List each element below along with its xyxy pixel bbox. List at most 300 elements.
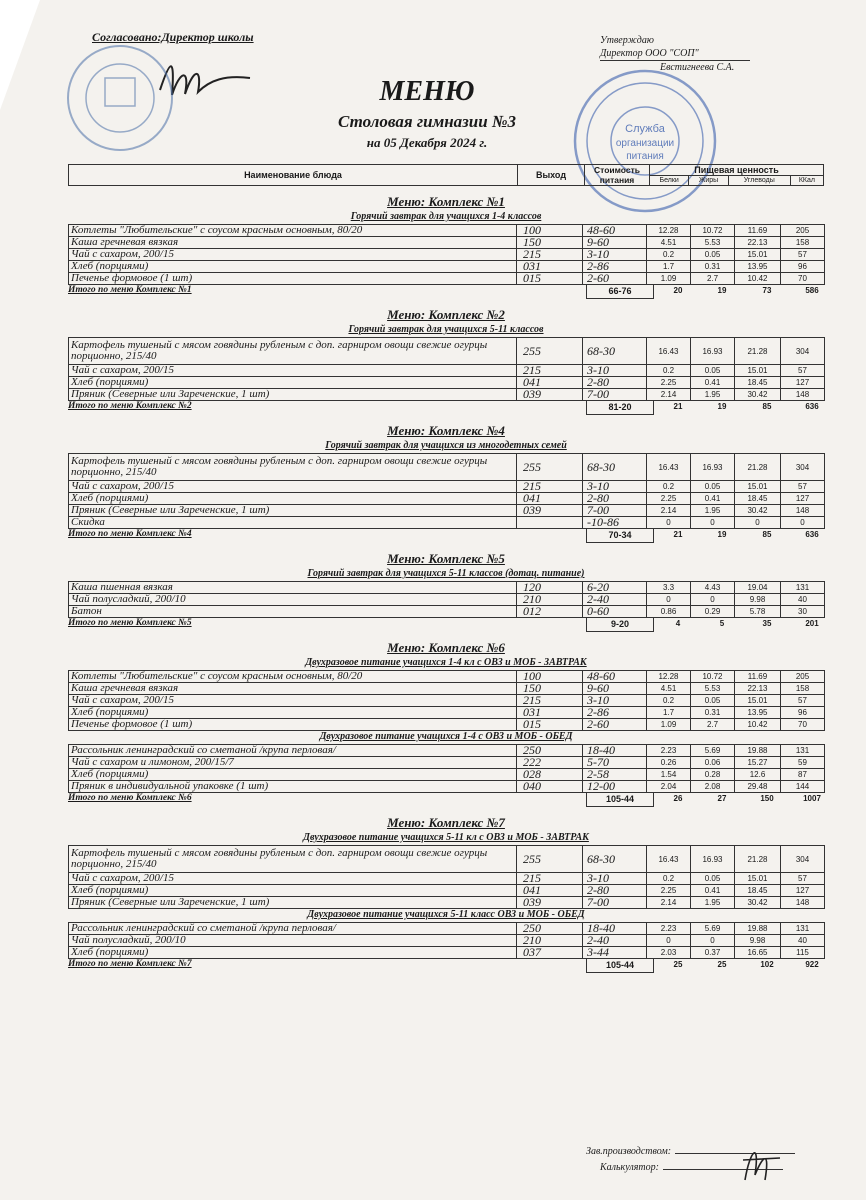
dish-price: 12-00 (583, 781, 647, 793)
items-table (68, 581, 825, 618)
dish-protein: 2.04 (647, 781, 691, 793)
dish-carbs: 19.88 (735, 923, 781, 935)
section-title: Горячий завтрак для учащихся из многодетных семей (325, 440, 567, 451)
dish-kcal: 148 (781, 389, 825, 401)
total-protein: 25 (673, 960, 683, 969)
dish-carbs: 15.01 (735, 481, 781, 493)
dish-price: 48-60 (583, 671, 647, 683)
dish-kcal: 70 (781, 719, 825, 731)
dish-fat: 0.05 (691, 873, 735, 885)
dish-carbs: 9.98 (735, 935, 781, 947)
dish-output: 012 (517, 606, 583, 618)
dish-name: Картофель тушеный с мясом говядины рубленым с доп. гарниром овощи свежие огурцы порционно, 215/40 (69, 454, 517, 481)
items-table (68, 922, 825, 959)
dish-carbs: 22.13 (735, 683, 781, 695)
dish-carbs: 21.28 (735, 338, 781, 365)
dish-carbs: 12.6 (735, 769, 781, 781)
dish-fat: 0.37 (691, 947, 735, 959)
dish-output: 041 (517, 493, 583, 505)
dish-price: -10-86 (583, 517, 647, 529)
table-row (69, 249, 825, 261)
dish-carbs: 15.01 (735, 365, 781, 377)
dish-protein: 2.14 (647, 505, 691, 517)
dish-fat: 0.31 (691, 261, 735, 273)
items-table (68, 337, 825, 401)
total-carbs: 150 (760, 794, 774, 803)
menu-table (68, 164, 824, 973)
dish-output: 210 (517, 594, 583, 606)
dish-name: Картофель тушеный с мясом говядины рубленым с доп. гарниром овощи свежие огурцы порционно, 215/40 (69, 338, 517, 365)
table-row (69, 695, 825, 707)
dish-output: 120 (517, 582, 583, 594)
complex-title: Меню: Комплекс №1 (387, 194, 505, 209)
complex-block (68, 307, 824, 415)
approve-director: Директор ООО "СОП" (600, 47, 750, 61)
dish-price: 9-60 (583, 237, 647, 249)
dish-fat: 0.29 (691, 606, 735, 618)
dish-fat: 0.28 (691, 769, 735, 781)
dish-price: 68-30 (583, 454, 647, 481)
dish-fat: 0.05 (691, 695, 735, 707)
dish-protein: 1.7 (647, 707, 691, 719)
total-protein: 20 (673, 286, 683, 295)
total-carbs: 85 (762, 402, 772, 411)
dish-kcal: 131 (781, 582, 825, 594)
dish-carbs: 13.95 (735, 261, 781, 273)
dish-output: 028 (517, 769, 583, 781)
items-table (68, 845, 825, 909)
complex-title: Меню: Комплекс №2 (387, 307, 505, 322)
dish-name: Картофель тушеный с мясом говядины рубленым с доп. гарниром овощи свежие огурцы порционно, 215/40 (69, 846, 517, 873)
total-fat: 27 (717, 794, 727, 803)
dish-carbs: 0 (735, 517, 781, 529)
items-table (68, 224, 825, 285)
dish-output: 255 (517, 846, 583, 873)
complex-title: Меню: Комплекс №4 (387, 423, 505, 438)
dish-protein: 2.25 (647, 377, 691, 389)
dish-price: 2-60 (583, 719, 647, 731)
dish-fat: 0.41 (691, 377, 735, 389)
table-row (69, 683, 825, 695)
dish-price: 7-00 (583, 505, 647, 517)
dish-kcal: 144 (781, 781, 825, 793)
table-row (69, 897, 825, 909)
dish-output: 031 (517, 261, 583, 273)
total-fat: 19 (717, 286, 727, 295)
total-carbs: 85 (762, 530, 772, 539)
table-row (69, 707, 825, 719)
total-fat: 19 (717, 402, 727, 411)
dish-output: 215 (517, 365, 583, 377)
dish-kcal: 304 (781, 454, 825, 481)
dish-fat: 10.72 (691, 225, 735, 237)
section-title: Двухразовое питание учащихся 1-4 с ОВЗ и МОБ - ОБЕД (319, 731, 573, 742)
dish-price: 48-60 (583, 225, 647, 237)
dish-carbs: 15.01 (735, 695, 781, 707)
dish-name: Чай с сахаром, 200/15 (69, 695, 517, 707)
dish-output: 215 (517, 695, 583, 707)
dish-fat: 0.06 (691, 757, 735, 769)
dish-output: 215 (517, 873, 583, 885)
section-title: Двухразовое питание учащихся 5-11 класс ОВЗ и МОБ - ОБЕД (307, 909, 585, 920)
col-name: Наименование блюда (69, 165, 518, 186)
total-kcal: 636 (805, 402, 819, 411)
total-price: 81-20 (586, 400, 654, 415)
dish-protein: 4.51 (647, 683, 691, 695)
dish-price: 2-40 (583, 935, 647, 947)
dish-protein: 0 (647, 517, 691, 529)
dish-carbs: 30.42 (735, 505, 781, 517)
total-protein: 21 (673, 402, 683, 411)
dish-fat: 1.95 (691, 505, 735, 517)
complex-title: Меню: Комплекс №6 (387, 640, 505, 655)
dish-protein: 0.2 (647, 695, 691, 707)
dish-fat: 16.93 (691, 846, 735, 873)
table-row (69, 719, 825, 731)
dish-price: 68-30 (583, 846, 647, 873)
dish-carbs: 10.42 (735, 273, 781, 285)
dish-carbs: 19.04 (735, 582, 781, 594)
dish-carbs: 5.78 (735, 606, 781, 618)
table-row (69, 454, 825, 481)
dish-kcal: 87 (781, 769, 825, 781)
total-label: Итого по меню Комплекс №5 (68, 618, 192, 628)
dish-kcal: 40 (781, 935, 825, 947)
dish-output: 250 (517, 923, 583, 935)
dish-output: 041 (517, 377, 583, 389)
footer-signature-icon (735, 1130, 785, 1190)
dish-protein: 16.43 (647, 846, 691, 873)
dish-price: 0-60 (583, 606, 647, 618)
dish-carbs: 11.69 (735, 225, 781, 237)
dish-price: 7-00 (583, 897, 647, 909)
dish-output: 210 (517, 935, 583, 947)
items-table (68, 670, 825, 731)
dish-name: Пряник (Северные или Зареченские, 1 шт) (69, 897, 517, 909)
total-kcal: 586 (805, 286, 819, 295)
dish-carbs: 15.01 (735, 873, 781, 885)
dish-name: Батон (69, 606, 517, 618)
dish-output: 100 (517, 225, 583, 237)
dish-name: Чай с сахаром, 200/15 (69, 481, 517, 493)
dish-kcal: 57 (781, 365, 825, 377)
table-row (69, 885, 825, 897)
dish-protein: 1.09 (647, 719, 691, 731)
dish-name: Скидка (69, 517, 517, 529)
calculator-label: Калькулятор: (600, 1162, 659, 1173)
total-protein: 21 (673, 530, 683, 539)
complex-title: Меню: Комплекс №5 (387, 551, 505, 566)
table-row (69, 505, 825, 517)
dish-kcal: 96 (781, 707, 825, 719)
dish-fat: 0 (691, 517, 735, 529)
dish-fat: 0.05 (691, 481, 735, 493)
section-title: Горячий завтрак для учащихся 1-4 классов (350, 211, 542, 222)
col-fat: Жиры (689, 176, 728, 186)
table-row (69, 923, 825, 935)
dish-price: 7-00 (583, 389, 647, 401)
complex-list (68, 194, 824, 973)
dish-name: Чай полусладкий, 200/10 (69, 594, 517, 606)
table-row (69, 671, 825, 683)
dish-carbs: 15.01 (735, 249, 781, 261)
table-row (69, 935, 825, 947)
dish-carbs: 18.45 (735, 885, 781, 897)
dish-price: 18-40 (583, 745, 647, 757)
dish-price: 2-86 (583, 261, 647, 273)
dish-kcal: 131 (781, 745, 825, 757)
dish-protein: 0.2 (647, 365, 691, 377)
dish-protein: 0 (647, 935, 691, 947)
dish-price: 9-60 (583, 683, 647, 695)
dish-price: 3-10 (583, 249, 647, 261)
dish-carbs: 21.28 (735, 454, 781, 481)
section-title: Горячий завтрак для учащихся 5-11 классов (дотац. питание) (307, 568, 585, 579)
table-row (69, 338, 825, 365)
dish-protein: 2.14 (647, 389, 691, 401)
total-price: 9-20 (586, 617, 654, 632)
dish-carbs: 29.48 (735, 781, 781, 793)
dish-kcal: 304 (781, 846, 825, 873)
dish-price: 2-86 (583, 707, 647, 719)
dish-price: 3-10 (583, 695, 647, 707)
dish-name: Пряник в индивидуальной упаковке (1 шт) (69, 781, 517, 793)
dish-fat: 5.69 (691, 745, 735, 757)
dish-price: 68-30 (583, 338, 647, 365)
dish-price: 18-40 (583, 923, 647, 935)
dish-protein: 2.03 (647, 947, 691, 959)
dish-output: 041 (517, 885, 583, 897)
dish-carbs: 9.98 (735, 594, 781, 606)
complex-title: Меню: Комплекс №7 (387, 815, 505, 830)
table-row (69, 846, 825, 873)
dish-protein: 0.86 (647, 606, 691, 618)
dish-name: Чай с сахаром и лимоном, 200/15/7 (69, 757, 517, 769)
dish-protein: 12.28 (647, 671, 691, 683)
total-kcal: 636 (805, 530, 819, 539)
dish-protein: 1.54 (647, 769, 691, 781)
dish-kcal: 57 (781, 695, 825, 707)
table-row (69, 745, 825, 757)
dish-name: Чай с сахаром, 200/15 (69, 249, 517, 261)
total-label: Итого по меню Комплекс №2 (68, 401, 192, 411)
dish-kcal: 59 (781, 757, 825, 769)
table-row (69, 273, 825, 285)
dish-fat: 0 (691, 935, 735, 947)
dish-name: Котлеты "Любительские" с соусом красным основным, 80/20 (69, 671, 517, 683)
dish-price: 2-80 (583, 377, 647, 389)
dish-name: Хлеб (порциями) (69, 377, 517, 389)
dish-price: 5-70 (583, 757, 647, 769)
dish-kcal: 96 (781, 261, 825, 273)
table-row (69, 389, 825, 401)
dish-kcal: 40 (781, 594, 825, 606)
dish-output: 040 (517, 781, 583, 793)
table-row (69, 947, 825, 959)
dish-carbs: 15.27 (735, 757, 781, 769)
table-row (69, 594, 825, 606)
section-title: Двухразовое питание учащихся 1-4 кл с ОВЗ и МОБ - ЗАВТРАК (305, 657, 587, 668)
dish-name: Хлеб (порциями) (69, 707, 517, 719)
total-fat: 19 (717, 530, 727, 539)
dish-carbs: 30.42 (735, 389, 781, 401)
dish-kcal: 127 (781, 377, 825, 389)
document-title: МЕНЮ (379, 76, 475, 107)
dish-fat: 5.53 (691, 237, 735, 249)
dish-fat: 5.53 (691, 683, 735, 695)
dish-fat: 2.7 (691, 719, 735, 731)
dish-protein: 1.09 (647, 273, 691, 285)
dish-protein: 1.7 (647, 261, 691, 273)
dish-protein: 0.2 (647, 873, 691, 885)
dish-carbs: 11.69 (735, 671, 781, 683)
dish-price: 3-44 (583, 947, 647, 959)
dish-kcal: 57 (781, 873, 825, 885)
dish-fat: 4.43 (691, 582, 735, 594)
dish-kcal: 0 (781, 517, 825, 529)
complex-block (68, 423, 824, 543)
dish-name: Чай с сахаром, 200/15 (69, 365, 517, 377)
dish-name: Каша гречневая вязкая (69, 683, 517, 695)
dish-name: Чай с сахаром, 200/15 (69, 873, 517, 885)
dish-output: 250 (517, 745, 583, 757)
dish-protein: 16.43 (647, 338, 691, 365)
dish-output: 215 (517, 249, 583, 261)
dish-carbs: 21.28 (735, 846, 781, 873)
dish-carbs: 19.88 (735, 745, 781, 757)
col-carbs: Углеводы (728, 176, 790, 186)
table-row (69, 769, 825, 781)
dish-kcal: 57 (781, 249, 825, 261)
dish-protein: 4.51 (647, 237, 691, 249)
table-row (69, 873, 825, 885)
total-row (68, 793, 824, 807)
dish-kcal: 304 (781, 338, 825, 365)
total-fat: 5 (719, 619, 725, 628)
stamp-text-top: Служба (625, 123, 665, 135)
dish-output: 215 (517, 481, 583, 493)
total-protein: 26 (673, 794, 683, 803)
table-row (69, 606, 825, 618)
dish-output (517, 517, 583, 529)
dish-fat: 16.93 (691, 454, 735, 481)
dish-carbs: 16.65 (735, 947, 781, 959)
total-row (68, 285, 824, 299)
table-row (69, 582, 825, 594)
dish-name: Хлеб (порциями) (69, 493, 517, 505)
table-row (69, 757, 825, 769)
dish-name: Котлеты "Любительские" с соусом красным основным, 80/20 (69, 225, 517, 237)
total-carbs: 102 (760, 960, 774, 969)
dish-protein: 0 (647, 594, 691, 606)
dish-fat: 2.08 (691, 781, 735, 793)
dish-kcal: 158 (781, 683, 825, 695)
dish-fat: 10.72 (691, 671, 735, 683)
dish-output: 015 (517, 273, 583, 285)
dish-protein: 2.25 (647, 885, 691, 897)
dish-name: Пряник (Северные или Зареченские, 1 шт) (69, 505, 517, 517)
dish-fat: 0.05 (691, 365, 735, 377)
dish-kcal: 127 (781, 885, 825, 897)
dish-kcal: 70 (781, 273, 825, 285)
col-price: Стоимость питания (585, 165, 650, 186)
dish-name: Каша пшенная вязкая (69, 582, 517, 594)
dish-protein: 0.26 (647, 757, 691, 769)
dish-name: Хлеб (порциями) (69, 261, 517, 273)
dish-price: 2-58 (583, 769, 647, 781)
dish-fat: 2.7 (691, 273, 735, 285)
total-price: 70-34 (586, 528, 654, 543)
dish-fat: 0.41 (691, 885, 735, 897)
dish-name: Печенье формовое (1 шт) (69, 719, 517, 731)
table-row (69, 493, 825, 505)
dish-kcal: 30 (781, 606, 825, 618)
total-price: 105-44 (586, 958, 654, 973)
dish-output: 031 (517, 707, 583, 719)
dish-protein: 2.25 (647, 493, 691, 505)
dish-fat: 0.31 (691, 707, 735, 719)
dish-kcal: 127 (781, 493, 825, 505)
dish-price: 2-60 (583, 273, 647, 285)
dish-name: Печенье формовое (1 шт) (69, 273, 517, 285)
dish-kcal: 158 (781, 237, 825, 249)
complex-block (68, 194, 824, 299)
dish-carbs: 22.13 (735, 237, 781, 249)
total-label: Итого по меню Комплекс №7 (68, 959, 192, 969)
total-carbs: 73 (762, 286, 772, 295)
table-row (69, 781, 825, 793)
document-date: на 05 Декабря 2024 г. (366, 135, 488, 150)
section-title: Двухразовое питание учащихся 5-11 кл с ОВЗ и МОБ - ЗАВТРАК (303, 832, 589, 843)
total-fat: 25 (717, 960, 727, 969)
col-protein: Белки (650, 176, 689, 186)
dish-kcal: 205 (781, 671, 825, 683)
dish-price: 3-10 (583, 873, 647, 885)
dish-carbs: 13.95 (735, 707, 781, 719)
table-row (69, 225, 825, 237)
complex-block (68, 551, 824, 632)
dish-kcal: 57 (781, 481, 825, 493)
dish-fat: 16.93 (691, 338, 735, 365)
complex-block (68, 815, 824, 973)
section-title: Горячий завтрак для учащихся 5-11 классов (348, 324, 544, 335)
table-row (69, 365, 825, 377)
dish-carbs: 30.42 (735, 897, 781, 909)
dish-name: Хлеб (порциями) (69, 769, 517, 781)
total-row (68, 959, 824, 973)
total-label: Итого по меню Комплекс №4 (68, 529, 192, 539)
dish-carbs: 10.42 (735, 719, 781, 731)
dish-protein: 2.14 (647, 897, 691, 909)
total-kcal: 922 (805, 960, 819, 969)
stamp-text-bot: питания (626, 151, 664, 162)
dish-output: 150 (517, 237, 583, 249)
dish-output: 255 (517, 338, 583, 365)
dish-name: Хлеб (порциями) (69, 885, 517, 897)
total-protein: 4 (675, 619, 681, 628)
total-price: 66-76 (586, 284, 654, 299)
dish-output: 037 (517, 947, 583, 959)
dish-kcal: 148 (781, 897, 825, 909)
dish-output: 255 (517, 454, 583, 481)
total-kcal: 201 (805, 619, 819, 628)
complex-block (68, 640, 824, 807)
dish-protein: 3.3 (647, 582, 691, 594)
total-label: Итого по меню Комплекс №6 (68, 793, 192, 803)
approve-word: Утверждаю (600, 35, 654, 46)
dish-output: 150 (517, 683, 583, 695)
dish-name: Пряник (Северные или Зареченские, 1 шт) (69, 389, 517, 401)
